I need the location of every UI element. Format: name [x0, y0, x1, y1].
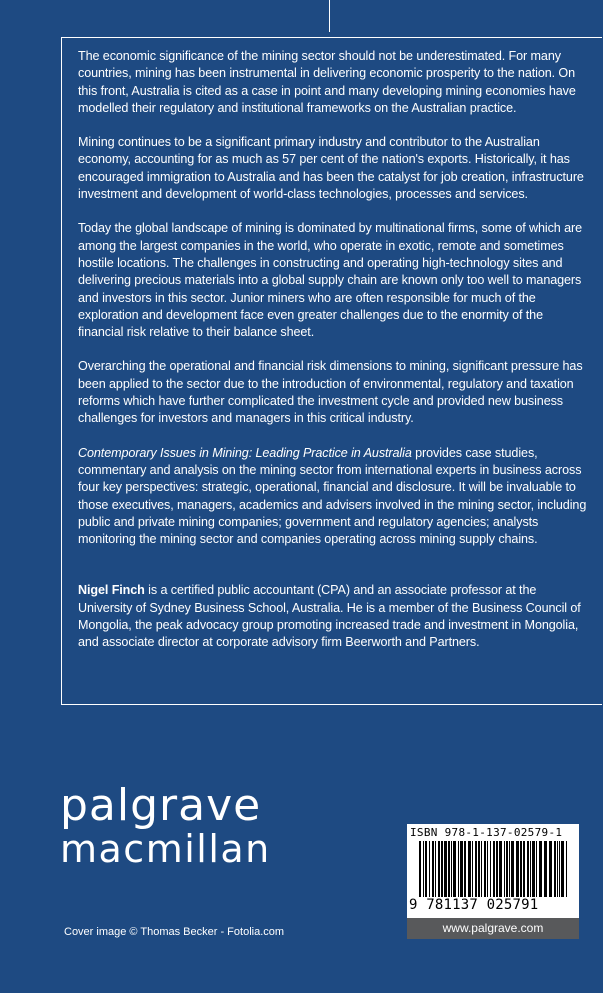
publisher-logo: [60, 780, 271, 871]
barcode-bars: [419, 841, 569, 897]
blurb-paragraph-2: Mining continues to be a significant primary industry and contributor to the Australian economy, accounting for as much as 57 per cent of the nation's exports. Historically, it has encouraged immigration to Australia and has been the catalyst for job creation, infrastructure investment and development of world-class technologies, processes and services.: [78, 135, 584, 202]
publisher-logo-line2: macmillan: [60, 827, 271, 871]
book-description-text: provides case studies, commentary and analysis on the mining sector from international experts in business across four key perspectives: strategic, operational, financial and disclosure. It will be invaluable to those executives, managers, academics and advisers involved in the mining sector, including public and private mining companies; government and regulatory agencies; analysts monitoring the mining sector and companies operating across mining supply chains.: [78, 445, 587, 547]
author-name: Nigel Finch: [78, 583, 145, 598]
back-cover-text: [78, 48, 588, 669]
barcode-digits: 9 781137 025791: [409, 897, 539, 913]
cover-image-credit: Cover image © Thomas Becker - Fotolia.com: [64, 926, 285, 938]
barcode: [407, 824, 579, 918]
blurb-paragraph-1: The economic significance of the mining sector should not be underestimated. For many countries, mining has been instrumental in delivering economic prosperity to the nation. On this front, Australia is cited as a case in point and many developing mining economies have modelled their regulatory and institutional frameworks on the Australian practice.: [78, 49, 576, 115]
blurb-paragraph-3: Today the global landscape of mining is dominated by multinational firms, some of which are among the largest companies in the world, who operate in exotic, remote and sometimes hostile locations. The challenges in constructing and operating high-technology sites and delivering precious materials into a global supply chain are known only too well to managers and investors in this sector. Junior miners who are often responsible for much of the exploration and development face even greater challenges due to the enormity of the financial risk relative to their balance sheet.: [78, 221, 583, 340]
isbn-label: ISBN 978-1-137-02579-1: [410, 826, 563, 839]
publisher-url: www.palgrave.com: [407, 918, 579, 939]
author-bio: [78, 582, 588, 651]
blurb-paragraph-4: Overarching the operational and financial risk dimensions to mining, significant pressure has been applied to the sector due to the introduction of environmental, regulatory and taxation reforms which have further complicated the investment cycle and provided new business challenges for investors and managers in this critical industry.: [78, 359, 583, 426]
book-description: [78, 445, 588, 549]
publisher-logo-line1: palgrave: [60, 780, 262, 831]
top-divider-line: [329, 0, 330, 32]
author-bio-text: is a certified public accountant (CPA) and an associate professor at the University of Sydney Business School, Australia. He is a member of the Business Council of Mongolia, the peak advocacy group promoting increased trade and investment in Mongolia, and associate director at corporate advisory firm Beerworth and Partners.: [78, 583, 581, 650]
book-title: Contemporary Issues in Mining: Leading Practice in Australia: [78, 445, 412, 460]
